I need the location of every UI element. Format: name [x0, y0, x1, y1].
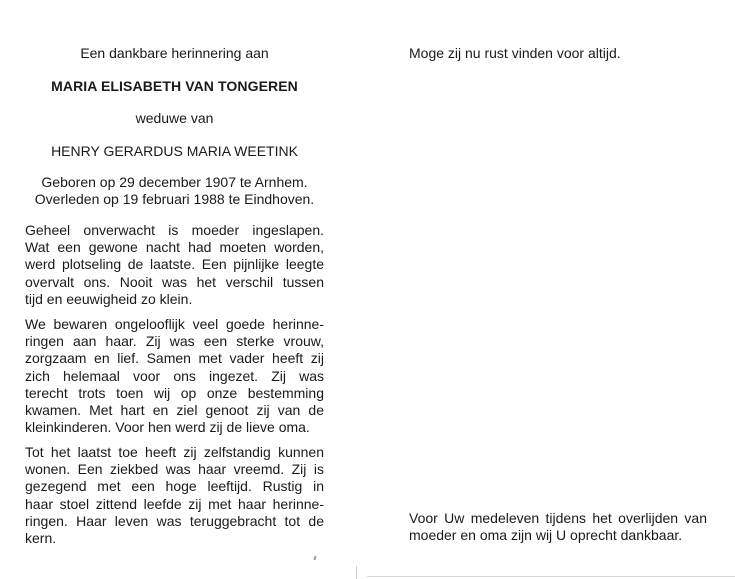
paragraph-line: haar stoel zittend leefde zij met haar herinne-: [25, 495, 324, 512]
paragraph-line: Tot het laatst toe heeft zij zelfstandig kunnen: [25, 444, 324, 460]
paragraph-3: [25, 444, 324, 547]
paragraph-2: [25, 316, 324, 436]
print-speck: [313, 556, 316, 560]
thanks-text: [409, 510, 707, 544]
paragraph-1: [25, 222, 324, 308]
right-page: [367, 0, 735, 579]
paragraph-line: kern.: [25, 530, 57, 547]
relation-text: weduwe van: [135, 110, 214, 126]
closing-wish: [409, 45, 707, 62]
paragraph-line: zorgzaam en lief. Samen met vader heeft zij: [25, 350, 324, 367]
birth-date: Geboren op 29 december 1907 te Arnhem.: [41, 174, 308, 190]
paragraph-line: kleinkinderen. Voor hen werd zij de lieve oma.: [25, 419, 310, 436]
left-page: [0, 0, 367, 579]
paragraph-line: We bewaren ongelooflijk veel goede herinne-: [25, 316, 324, 332]
paragraph-line: overvalt ons. Nooit was het verschil tussen: [25, 273, 324, 290]
paragraph-line: terecht trots toen wij op onze bestemming: [25, 384, 324, 401]
paragraph-line: ringen aan haar. Zij was een sterke vrouw,: [25, 333, 324, 350]
thanks-line: moeder en oma zijn wij U oprecht dankbaar.: [409, 527, 683, 544]
deceased-name: MARIA ELISABETH VAN TONGEREN: [51, 78, 298, 94]
intro-text: Een dankbare herinnering aan: [80, 45, 269, 61]
paragraph-line: zich helemaal voor ons ingezet. Zij was: [25, 367, 324, 384]
paragraph-line: Geheel onverwacht is moeder ingeslapen.: [25, 222, 324, 238]
paragraph-line: gezegend met een hoge leeftijd. Rustig in: [25, 478, 324, 495]
paragraph-line: tijd en eeuwigheid zo klein.: [25, 290, 193, 307]
paragraph-line: Wat een gewone nacht had moeten worden,: [25, 239, 324, 256]
paragraph-line: ringen. Haar leven was teruggebracht tot de: [25, 512, 324, 529]
paragraph-line: werd plotseling de laatste. Een pijnlijke leegte: [25, 256, 324, 273]
fold-line: [356, 566, 357, 579]
wish-line: Moge zij nu rust vinden voor altijd.: [409, 45, 621, 61]
death-date: Overleden op 19 februari 1988 te Eindhoven.: [34, 191, 315, 207]
spouse-name: HENRY GERARDUS MARIA WEETINK: [51, 143, 298, 159]
thanks-line: Voor Uw medeleven tijdens het overlijden van: [409, 510, 707, 526]
paragraph-line: kwamen. Met hart en ziel genoot zij van de: [25, 402, 324, 419]
paragraph-line: wonen. Een ziekbed was haar vreemd. Zij is: [25, 461, 324, 478]
